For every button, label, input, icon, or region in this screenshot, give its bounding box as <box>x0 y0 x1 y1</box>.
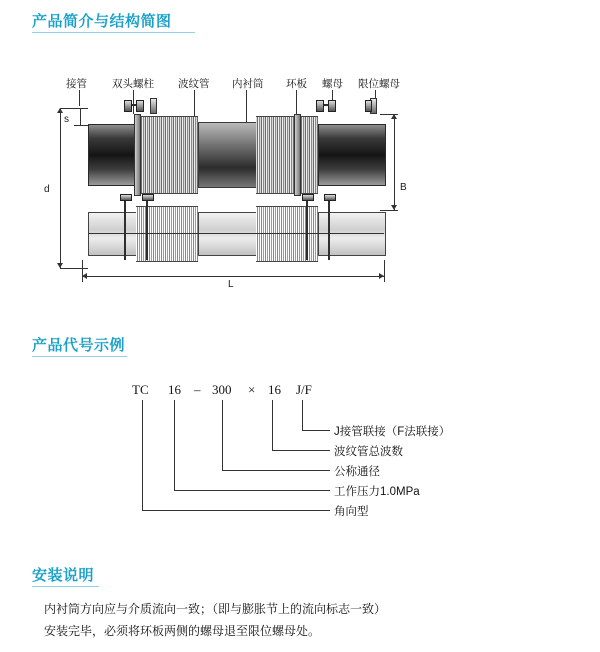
callout-leader-4 <box>296 90 297 116</box>
dimension-s-tick-bottom <box>74 125 88 126</box>
structure-diagram <box>44 64 480 294</box>
code-desc-2: 公称通径 <box>334 466 380 478</box>
plan-nut-right2 <box>324 194 336 201</box>
dimension-d-ext-bottom <box>60 268 88 269</box>
code-token-6: J/F <box>296 382 312 397</box>
ring-plate-left <box>134 114 141 196</box>
code-token-1: 16 <box>168 382 181 397</box>
bellows-right <box>256 116 318 194</box>
install-note-1: 安装完毕，必须将环板两侧的螺母退至限位螺母处。 <box>44 624 321 638</box>
section-title-intro-underline <box>32 32 195 33</box>
plan-stud-right <box>306 198 308 260</box>
code-token-2: – <box>194 382 201 397</box>
code-leader-waves-h <box>272 450 330 451</box>
nozzle-right <box>318 124 386 186</box>
section-title-install: 安装说明 <box>32 567 95 584</box>
callout-label-1: 双头螺柱 <box>112 78 154 90</box>
callout-label-6: 限位螺母 <box>358 78 400 90</box>
install-note-0: 内衬筒方向应与介质流向一致；（即与膨胀节上的流向标志一致） <box>44 602 387 616</box>
code-leader-dn-h <box>222 470 330 471</box>
bolt-left <box>150 98 157 114</box>
dimension-L-tick-left <box>82 260 83 282</box>
code-leader-jf-h <box>302 430 330 431</box>
code-token-5: 16 <box>268 382 281 397</box>
callout-label-0: 接管 <box>66 78 87 90</box>
dimension-B-ext-bottom <box>380 210 398 211</box>
dimension-d: d <box>44 184 50 195</box>
plan-centerline <box>88 233 384 234</box>
code-desc-4: 角向型 <box>334 506 369 518</box>
code-leader-jf-v <box>302 400 303 430</box>
code-leader-type-h <box>142 510 330 511</box>
callout-label-3: 内衬筒 <box>232 78 264 90</box>
plan-nut-left <box>120 194 132 201</box>
ring-plate <box>294 114 301 196</box>
dimension-B-line <box>394 114 395 210</box>
dimension-L-line <box>82 276 384 277</box>
plan-bellows-right <box>256 206 318 262</box>
dimension-s-line <box>80 108 81 126</box>
nozzle-left <box>88 124 138 186</box>
install-notes <box>44 600 564 644</box>
code-leader-waves-v <box>272 400 273 450</box>
code-token-3: 300 <box>212 382 232 397</box>
dimension-L: L <box>228 279 234 290</box>
callout-label-4: 环板 <box>286 78 307 90</box>
plan-nut-left2 <box>142 194 154 201</box>
code-desc-1: 波纹管总波数 <box>334 446 403 458</box>
callout-label-5: 螺母 <box>322 78 343 90</box>
nut-right-outer <box>328 100 336 112</box>
nut-left-outer <box>124 100 132 112</box>
dimension-B-ext-top <box>380 114 398 115</box>
plan-stud-left <box>124 198 126 260</box>
code-leader-type-v <box>142 400 143 510</box>
plan-stud-right2 <box>328 198 330 260</box>
code-desc-3: 工作压力1.0MPa <box>334 486 420 498</box>
dimension-d-ext-top <box>60 108 88 109</box>
code-leader-dn-v <box>222 400 223 470</box>
dimension-L-tick-right <box>384 260 385 282</box>
section-title-code-underline <box>32 356 127 357</box>
dimension-s: s <box>64 114 69 125</box>
bellows-left <box>136 116 198 194</box>
callout-label-2: 波纹管 <box>178 78 210 90</box>
limit-nut-right <box>365 100 372 112</box>
dimension-d-line <box>60 108 61 268</box>
liner-tube <box>198 122 258 188</box>
plan-stud-left2 <box>146 198 148 260</box>
section-title-intro: 产品简介与结构简图 <box>32 13 172 30</box>
plan-liner <box>198 212 258 256</box>
nut-right-inner <box>316 100 324 112</box>
code-desc-0: J接管联接（F法联接） <box>334 426 451 438</box>
code-leader-pressure-h <box>174 490 330 491</box>
callout-leader-0 <box>79 90 80 106</box>
nut-left-inner <box>136 100 144 112</box>
plan-nut-right <box>302 194 314 201</box>
product-code-diagram <box>100 372 520 532</box>
section-title-install-underline <box>32 586 99 587</box>
code-leader-pressure-v <box>174 400 175 490</box>
section-title-code: 产品代号示例 <box>32 337 126 354</box>
code-token-0: TC <box>132 382 149 397</box>
callout-leader-1 <box>133 90 134 114</box>
plan-nozzle-left <box>88 212 138 256</box>
dimension-B: B <box>400 182 407 193</box>
code-token-4: × <box>248 382 256 397</box>
